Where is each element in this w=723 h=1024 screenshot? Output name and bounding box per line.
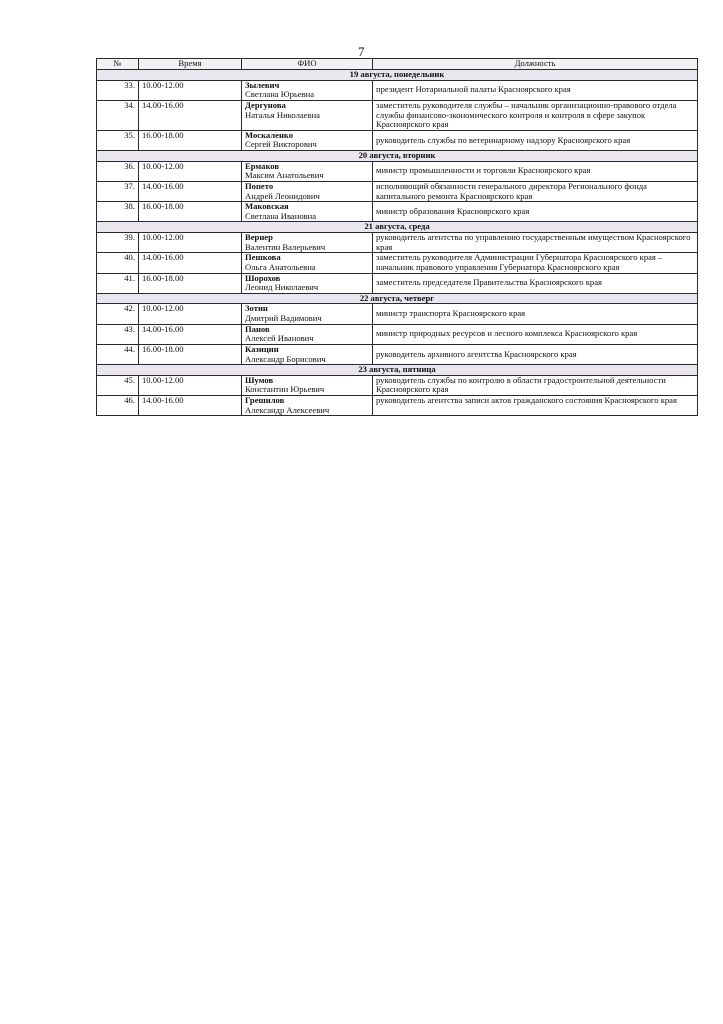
day-label: 23 августа, пятница [97,365,698,376]
table-row [97,375,698,395]
row-time: 16.00-18.00 [139,202,242,222]
row-number: 33. [97,80,139,100]
row-name [242,100,373,130]
surname: Пешкова [245,252,281,263]
given-name: Ольга Анатольевна [245,261,316,272]
row-name [242,344,373,364]
row-position: министр природных ресурсов и лесного комплекса Красноярского края [373,324,698,344]
row-time: 14.00-16.00 [139,181,242,201]
day-header-row [97,151,698,162]
row-time: 14.00-16.00 [139,396,242,416]
row-position: руководитель агентства записи актов гражданского состояния Красноярского края [373,396,698,416]
row-time: 10.00-12.00 [139,304,242,324]
row-name [242,273,373,293]
row-position: президент Нотариальной палаты Красноярского края [373,80,698,100]
surname: Ермаков [245,160,280,171]
row-position: заместитель руководителя службы – начальник организационно-правового отдела службы финансово-экономического контроля и контроля в сфере закупок Красноярского края [373,100,698,130]
given-name: Алексей Иванович [245,333,314,344]
row-number: 44. [97,344,139,364]
surname: Грешилов [245,395,285,405]
row-name [242,80,373,100]
header-name: ФИО [242,59,373,70]
row-time: 10.00-12.00 [139,161,242,181]
row-number: 34. [97,100,139,130]
row-position: исполняющий обязанности генерального директора Регионального фонда капитального ремонта Красноярского края [373,181,698,201]
given-name: Дмитрий Вадимович [245,313,322,323]
row-number: 46. [97,396,139,416]
table-row [97,80,698,100]
row-name [242,396,373,416]
header-position: Должность [373,59,698,70]
schedule-table [96,58,698,416]
row-number: 35. [97,130,139,150]
day-header-row [97,365,698,376]
row-time: 10.00-12.00 [139,80,242,100]
table-row [97,324,698,344]
row-name [242,304,373,324]
row-position: руководитель службы по контролю в области градостроительной деятельности Красноярского края [373,375,698,395]
row-time: 16.00-18.00 [139,344,242,364]
row-name [242,375,373,395]
table-row [97,396,698,416]
surname: Попето [245,180,274,191]
row-number: 38. [97,202,139,222]
row-name [242,130,373,150]
given-name: Леонид Николаевич [245,282,319,293]
table-row [97,100,698,130]
table-row [97,161,698,181]
header-time: Время [139,59,242,70]
row-position: руководитель агентства по управлению государственным имуществом Красноярского края [373,233,698,253]
table-row [97,344,698,364]
row-number: 42. [97,304,139,324]
row-position: заместитель руководителя Администрации Губернатора Красноярского края – начальник правового управления Губернатора Красноярского края [373,253,698,273]
row-time: 10.00-12.00 [139,233,242,253]
table-row [97,253,698,273]
row-number: 37. [97,181,139,201]
row-number: 39. [97,233,139,253]
table-row [97,130,698,150]
table-row [97,273,698,293]
surname: Москаленко [245,129,294,140]
given-name: Константин Юрьевич [245,384,325,395]
surname: Дергунова [245,99,286,110]
row-time: 10.00-12.00 [139,375,242,395]
table-row [97,202,698,222]
row-number: 43. [97,324,139,344]
row-position: министр промышленности и торговли Красноярского края [373,161,698,181]
row-name [242,253,373,273]
table-header-row [97,59,698,70]
given-name: Александр Борисович [245,353,326,364]
row-position: министр образования Красноярского края [373,202,698,222]
page-number: 7 [358,44,365,59]
row-name [242,202,373,222]
row-time: 14.00-16.00 [139,253,242,273]
given-name: Светлана Ивановна [245,210,317,221]
given-name: Сергей Викторович [245,139,317,150]
header-num: № [97,59,139,70]
row-time: 14.00-16.00 [139,324,242,344]
day-label: 21 августа, среда [97,222,698,233]
surname: Шумов [245,374,274,385]
row-position: заместитель председателя Правительства Красноярского края [373,273,698,293]
row-number: 41. [97,273,139,293]
row-name [242,324,373,344]
surname: Маковская [245,201,289,212]
surname: Казицин [245,343,279,354]
row-name [242,181,373,201]
day-header-row [97,293,698,304]
day-label: 19 августа, понедельник [97,70,698,81]
table-row [97,304,698,324]
given-name: Андрей Леонидович [245,190,320,201]
row-name [242,161,373,181]
given-name: Александр Алексеевич [245,404,330,415]
row-name [242,233,373,253]
surname: Вернер [245,232,273,242]
row-position: министр транспорта Красноярского края [373,304,698,324]
given-name: Валентин Валерьевич [245,241,326,252]
day-label: 20 августа, вторник [97,151,698,162]
day-label: 22 августа, четверг [97,293,698,304]
surname: Зотин [245,303,268,314]
surname: Панов [245,323,270,334]
table-row [97,181,698,201]
given-name: Максим Анатольевич [245,170,324,181]
row-number: 45. [97,375,139,395]
table-row [97,233,698,253]
surname: Зылевич [245,79,280,90]
row-time: 16.00-18.00 [139,273,242,293]
row-time: 14.00-16.00 [139,100,242,130]
row-position: руководитель архивного агентства Красноярского края [373,344,698,364]
day-header-row [97,222,698,233]
row-time: 16.00-18.00 [139,130,242,150]
surname: Шорохов [245,272,281,283]
day-header-row [97,70,698,81]
row-number: 36. [97,161,139,181]
given-name: Наталья Николаевна [245,109,320,120]
row-position: руководитель службы по ветеринарному надзору Красноярского края [373,130,698,150]
row-number: 40. [97,253,139,273]
given-name: Светлана Юрьевна [245,89,315,100]
